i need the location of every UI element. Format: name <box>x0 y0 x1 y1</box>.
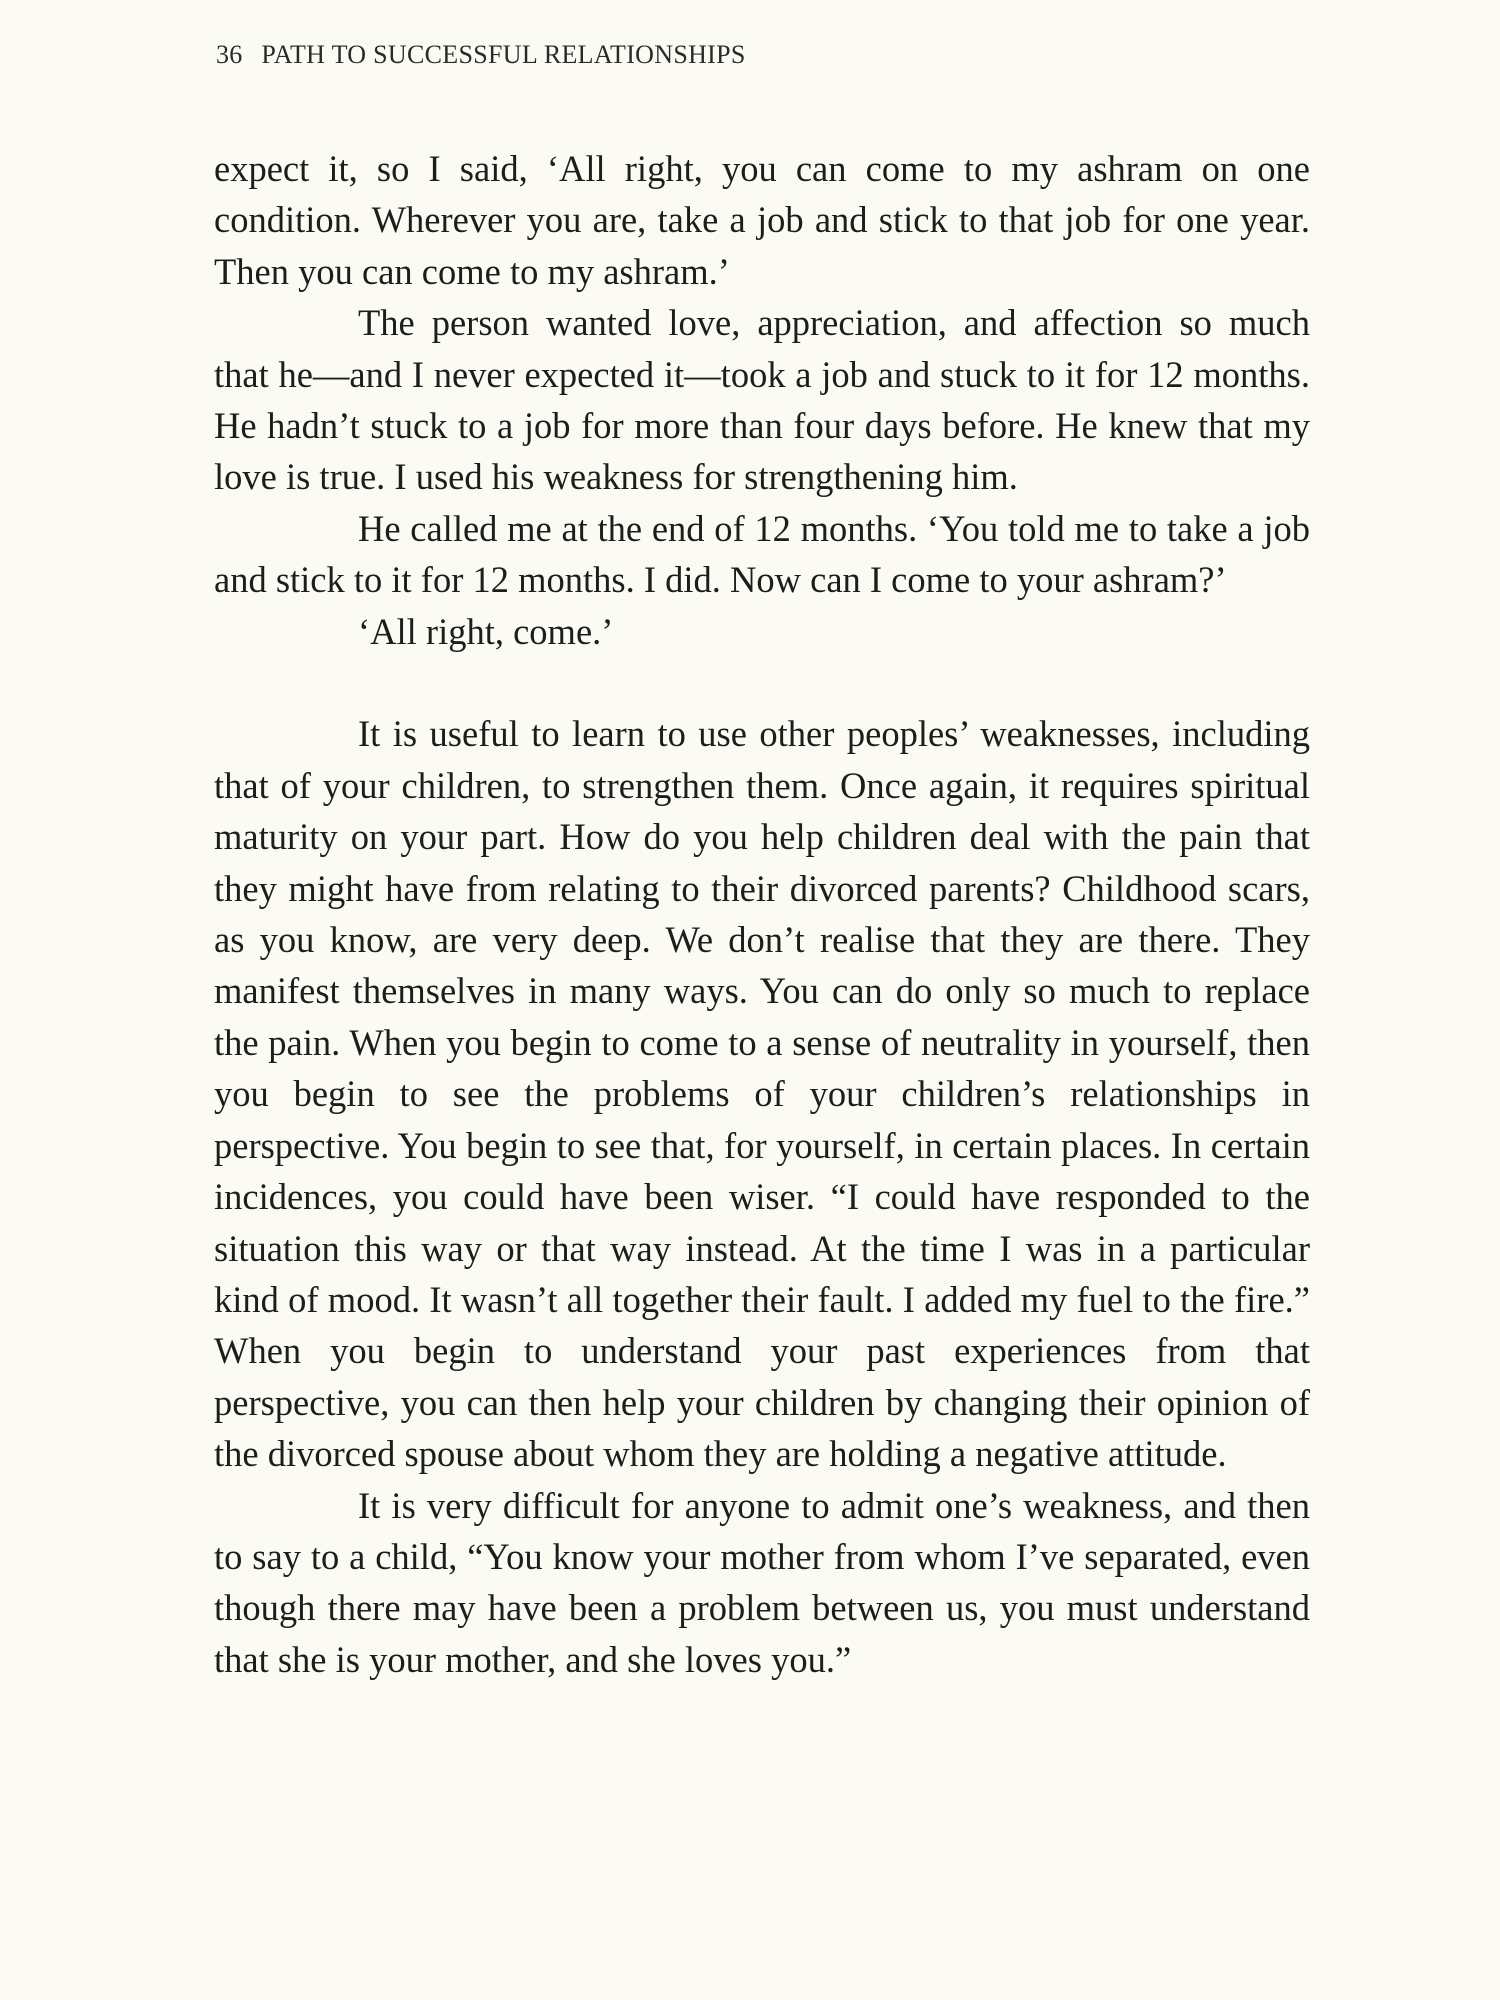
page-number: 36 <box>216 40 243 69</box>
paragraph-dialogue: ‘All right, come.’ <box>358 610 614 652</box>
paragraph: He called me at the end of 12 months. ‘You told me to take a job and stick to it for 12 months. I did. Now can I come to your ashram?’ <box>214 507 1310 601</box>
paragraph: It is very difficult for anyone to admit one’s weakness, and then to say to a child, “You know your mother from whom I’ve separated, even though there may have been a problem between us, you must understand that she is your mother, and she loves you.” <box>214 1484 1310 1680</box>
paragraph-continuation: expect it, so I said, ‘All right, you can come to my ashram on one condition. Wherever you are, take a job and stick to that job for one year. Then you can come to my ashram.’ <box>214 148 1310 292</box>
paragraph: It is useful to learn to use other peoples’ weaknesses, including that of your children, to strengthen them. Once again, it requires spiritual maturity on your part. How do you help children deal with the pain that they might have from relating to their divorced parents? Childhood scars, as you know, are very deep. We don’t realise that they are there. They manifest themselves in many ways. You can do only so much to replace the pain. When you begin to come to a sense of neutrality in yourself, then you begin to see the problems of your children’s relationships in perspective. You begin to see that, for yourself, in certain places. In certain incidences, you could have been wiser. “I could have responded to the situation this way or that way instead. At the time I was in a particular kind of mood. It wasn’t all together their fault. I added my fuel to the fire.” When you begin to understand your past experiences from that perspective, you can then help your children by changing their opinion of the divorced spouse about whom they are holding a negative attitude. <box>214 713 1310 1475</box>
book-title: PATH TO SUCCESSFUL RELATIONSHIPS <box>261 40 746 69</box>
running-head <box>216 40 746 70</box>
paragraph: The person wanted love, appreciation, and affection so much that he—and I never expected it—took a job and stuck to it for 12 months. He hadn’t stuck to a job for more than four days before. He knew that my love is true. I used his weakness for strengthening him. <box>214 302 1310 498</box>
body-text <box>214 143 1310 1685</box>
